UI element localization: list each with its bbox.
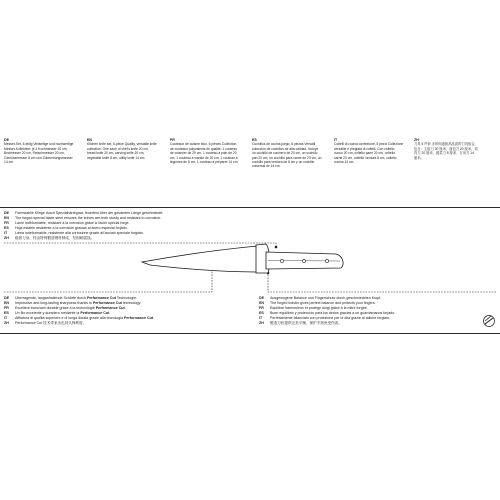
feature-line-zh: ZH 锻造刀枕提供完美平衡，保护手指免受伤害。 [259,321,342,326]
lang-code: ES [252,138,257,142]
blade-leader-dot [275,246,278,249]
feature-line-fr: FR Équilibre harmonieux et protège doigt grâce à la mitre forgée. [259,306,368,311]
feature-line-it: IT Perfettamente bilanciato con protezione per le dita grazie al tallone forgiato. [259,316,391,321]
lang-code: EN [87,138,92,142]
feature-line-en: EN The forged special blade steel ensures the knives are both sturdy and resistant to corrosion. [4,216,162,221]
feature-line-en: EN The forged bolster gives perfect balance and protects your fingers. [259,301,376,306]
lang-text: Cuchillos de cocina juego, 6 piezas Versátil colección de cuchillos de alta calidad. Incluye un cuchillo de cocinero de 20 cm, un cuchillo pan 20 cm, un cuchillo para carne de 20 cm, un cuchillo para verdura de 8 cm y un cuchillo universal de 14 cm. [252,142,322,169]
lang-text: Messer-Set, 6-teilig Vielseitige und hochwertige Messer-Kollektion: je 1 Kochmesser 20 cm, Brotmesser 20 cm, Fleischmesser 20 cm, Gemüsemesser 8 cm und Zubereitungsmesser 14 cm. [4,142,74,164]
feature-line-en: EN Impressive and long-lasting sharpness thanks to Performance Cut technology. [4,301,141,306]
handle-rivet [325,259,328,262]
feature-line-de: DE Ausgewogene Balance und Fingerschutz durch geschmiedeten Kropf. [259,296,382,300]
feature-line-es: ES Un filo excelente y duradero mediante la Performance Cut. [4,311,111,316]
feature-line-it: IT Lama indeformabile, resistente alla corrosione grazie all'acciaio speciale forgiato. [4,231,144,236]
blade-leader-line [4,243,276,247]
handle-rivet [280,259,283,262]
lang-code: ZH [414,138,419,142]
lang-code: DE [4,138,9,142]
lang-text: 刀具 5 件套 多种用途和高品质的刀具组合，包含：主厨刀 20 厘米、面包刀 20 厘米、切肉刀 20 厘米、蔬菜刀 8 厘米、万用刀 14 厘米。 [414,142,478,160]
bolster-leader-line [268,273,496,292]
feature-line-zh: ZH 稳固刀身，经由特殊锻造钢材制成，坚固耐腐蚀。 [4,236,95,241]
edge-leader-line [4,268,212,292]
feature-line-zh: ZH Performance Cut 技术带来出色持久锋利度。 [4,321,87,326]
lang-code: IT [334,138,338,142]
lang-text: Couteaux de cuisine bloc, 6 pièces Collection de couteaux polyvalents de qualité: 1 couteau de cuisinier de 20 cm, 1 couteau à pain de 20 cm, 1 couteau à viande de 20 cm, 1 couteau à légumes de 8 cm, 1 couteau à préparer 14 cm. [170,142,239,164]
crossed-knives-logo [484,316,495,327]
lang-text: Coltelli di cucina confezione, 5 pezzi Collezione versatile e pregiata di coltelli. Con coltello cuoco 20 cm, coltello pane 20 cm, coltello carne 20 cm, coltello verdura 8 cm, coltello cucina 14 cm. [334,142,404,164]
feature-line-fr: FR Lame indéformable, résistant à la corrosion grâce à l'acier spécial forgé. [4,221,130,226]
knife-blade [142,246,258,272]
feature-line-es: ES Buen equilibrio y protección para los dedos gracias a un guardamanos forjado. [259,311,396,316]
handle-rivet [302,259,305,262]
feature-line-fr: FR Excellent tranchant durable grâce à la technologie Performance Cut. [4,306,126,311]
lang-text: Kitchen knife set, 6-piece Quality, versatile knife collection: One each of chef's knife 20 cm, bread knife 20 cm, carving knife 20 cm, vegetable knife 8 cm, utility knife 14 cm. [87,142,157,160]
feature-line-de: DE Überragende, langanhaltende Schärfe durch Performance Cut Technologie. [4,296,138,300]
feature-line-es: ES Hoja estable resistente a la corrosión gracias al acero especial forjado. [4,226,128,231]
feature-line-de: DE Formstabile Klinge durch Spezialhärtegrad, feuerfest über der gesamten Länge geschmiedet. [4,211,164,215]
feature-line-it: IT Affilatura di qualità superiore e di lunga durata grazie alla tecnologia Performance Cut. [4,316,154,321]
lang-code: FR [170,138,175,142]
